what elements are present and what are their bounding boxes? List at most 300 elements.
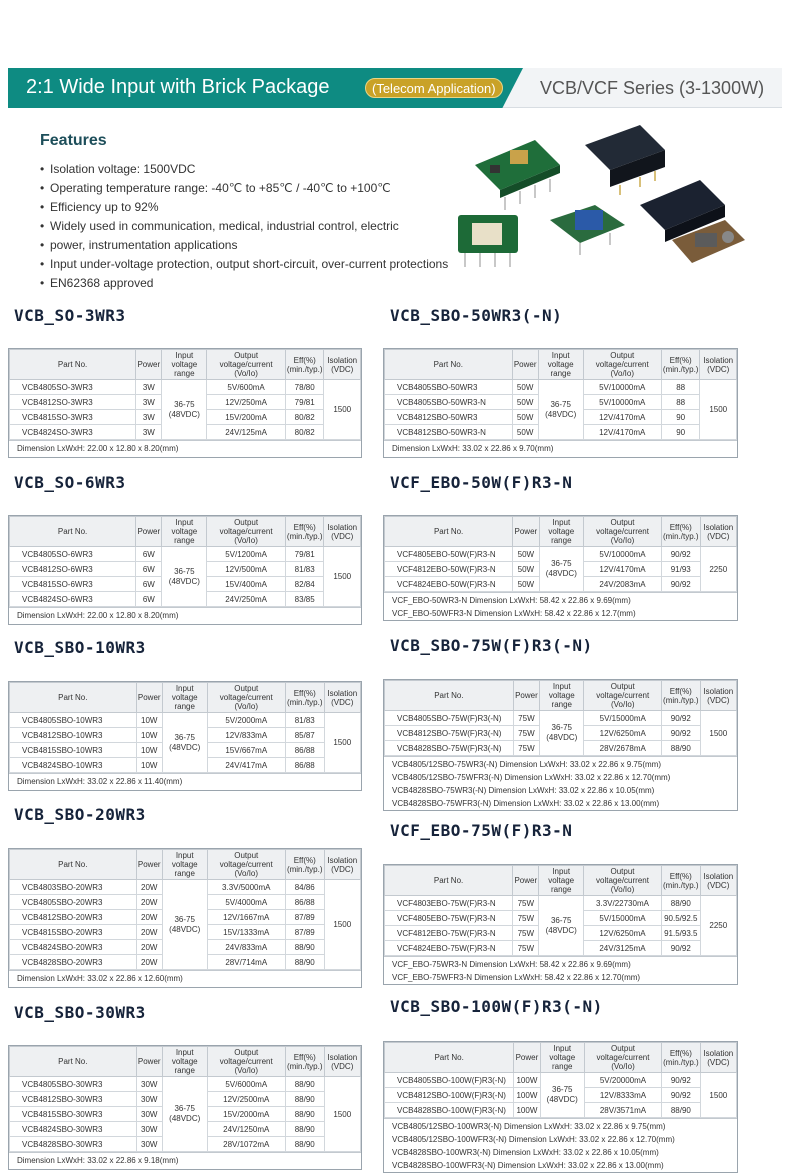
- col-efficiency: Eff(%) (min./typ.): [285, 850, 324, 880]
- isolation-value: 2250: [700, 547, 736, 592]
- spec-table-grid: [9, 849, 361, 970]
- col-output: Output voltage/current (Vo/Io): [583, 866, 661, 896]
- dimension-note: Dimension LxWxH: 33.02 x 22.86 x 9.18(mm): [9, 1152, 361, 1169]
- section-vcb-sbo-20wr3: [14, 805, 146, 824]
- module-photo-green-2: [458, 215, 518, 267]
- col-input-voltage: Input voltage range: [162, 683, 207, 713]
- col-efficiency: Eff(%) (min./typ.): [285, 517, 324, 547]
- section-vcb-sbo-30wr3: [14, 1003, 146, 1022]
- table-row: [10, 1077, 361, 1092]
- output-value: 28V/3571mA: [584, 1103, 661, 1118]
- efficiency-value: 90.5/92.5: [662, 911, 701, 926]
- power-value: 30W: [136, 1137, 162, 1152]
- power-value: 100W: [514, 1088, 540, 1103]
- power-value: 20W: [136, 955, 162, 970]
- input-voltage-value: 36-75 (48VDC): [162, 380, 207, 440]
- efficiency-value: 90/92: [662, 1073, 701, 1088]
- power-value: 20W: [136, 925, 162, 940]
- part-number: VCF4812EBO-50W(F)R3-N: [385, 562, 513, 577]
- col-efficiency: Eff(%) (min./typ.): [285, 683, 324, 713]
- col-power: Power: [136, 517, 162, 547]
- power-value: 75W: [513, 896, 539, 911]
- part-number: VCB4805SBO-20WR3: [10, 895, 137, 910]
- power-value: 50W: [513, 547, 539, 562]
- module-photo-green-1: [475, 140, 560, 210]
- spec-table: [383, 348, 738, 458]
- dimension-note: VCF_EBO-50WR3-N Dimension LxWxH: 58.42 x 22.86 x 9.69(mm): [384, 592, 737, 607]
- output-value: 5V/600mA: [207, 380, 286, 395]
- spec-table: [8, 681, 362, 791]
- table-row: [385, 1073, 737, 1088]
- output-value: 12V/4170mA: [583, 425, 661, 440]
- header-banner: [8, 68, 782, 108]
- output-value: 12V/500mA: [207, 562, 286, 577]
- spec-table: [383, 1041, 738, 1173]
- isolation-value: 1500: [700, 711, 736, 756]
- section-title: VCF_EBO-75W(F)R3-N: [390, 821, 573, 840]
- table-row: [10, 713, 361, 728]
- spec-table: [8, 848, 362, 988]
- output-value: 15V/400mA: [207, 577, 286, 592]
- part-number: VCB4824SO-6WR3: [10, 592, 136, 607]
- section-title: VCB_SBO-50WR3(-N): [390, 306, 563, 325]
- table-header-row: [10, 350, 361, 380]
- col-isolation: Isolation (VDC): [324, 350, 361, 380]
- power-value: 50W: [512, 395, 538, 410]
- output-value: 15V/2000mA: [207, 1107, 285, 1122]
- section-title: VCB_SBO-30WR3: [14, 1003, 146, 1022]
- power-value: 20W: [136, 910, 162, 925]
- feature-item-continued: • power, instrumentation applications: [40, 236, 460, 255]
- part-number: VCB4828SBO-75W(F)R3(-N): [385, 741, 514, 756]
- power-value: 75W: [513, 711, 539, 726]
- dimension-note: VCB4805/12SBO-100WFR3(-N) Dimension LxWxH: 33.02 x 22.86 x 12.70(mm): [392, 1135, 675, 1144]
- table-row: [10, 880, 361, 895]
- isolation-value: 2250: [700, 896, 736, 956]
- output-value: 5V/15000mA: [583, 911, 661, 926]
- part-number: VCB4805SBO-30WR3: [10, 1077, 137, 1092]
- part-number: VCB4812SBO-30WR3: [10, 1092, 137, 1107]
- col-isolation: Isolation (VDC): [324, 517, 361, 547]
- input-voltage-value: 36-75 (48VDC): [538, 380, 583, 440]
- banner-tag: (Telecom Application): [365, 78, 503, 98]
- section-vcf-ebo-50wfr3: [390, 473, 572, 492]
- output-value: 12V/6250mA: [584, 726, 662, 741]
- isolation-value: 1500: [324, 880, 361, 970]
- power-value: 50W: [513, 562, 539, 577]
- efficiency-value: 88: [661, 395, 700, 410]
- power-value: 3W: [136, 425, 162, 440]
- part-number: VCB4812SBO-50WR3: [385, 410, 513, 425]
- spec-table-grid: [384, 516, 737, 592]
- power-value: 20W: [136, 940, 162, 955]
- dimension-note: VCB4828SBO-100WR3(-N) Dimension LxWxH: 33.02 x 22.86 x 10.05(mm): [392, 1148, 659, 1157]
- part-number: VCB4824SBO-20WR3: [10, 940, 137, 955]
- output-value: 24V/125mA: [207, 425, 286, 440]
- col-part-no: Part No.: [10, 850, 137, 880]
- output-value: 3.3V/22730mA: [583, 896, 661, 911]
- output-value: 24V/2083mA: [584, 577, 662, 592]
- col-output: Output voltage/current (Vo/Io): [207, 850, 285, 880]
- input-voltage-value: 36-75 (48VDC): [162, 880, 207, 970]
- table-row: [10, 380, 361, 395]
- col-input-voltage: Input voltage range: [162, 1047, 207, 1077]
- isolation-value: 1500: [324, 380, 361, 440]
- part-number: VCB4812SBO-75W(F)R3(-N): [385, 726, 514, 741]
- output-value: 24V/833mA: [207, 940, 285, 955]
- output-value: 12V/2500mA: [207, 1092, 285, 1107]
- col-isolation: Isolation (VDC): [700, 681, 736, 711]
- section-vcb-sbo-100wfr3: [390, 997, 603, 1016]
- efficiency-value: 90/92: [661, 547, 700, 562]
- power-value: 50W: [512, 380, 538, 395]
- feature-item: • Operating temperature range: -40℃ to +85℃ / -40℃ to +100℃: [40, 179, 460, 198]
- section-title: VCB_SO-3WR3: [14, 306, 126, 325]
- part-number: VCF4812EBO-75W(F)R3-N: [385, 926, 513, 941]
- power-value: 10W: [136, 758, 162, 773]
- col-power: Power: [136, 1047, 162, 1077]
- col-efficiency: Eff(%) (min./typ.): [661, 517, 700, 547]
- part-number: VCF4803EBO-75W(F)R3-N: [385, 896, 513, 911]
- efficiency-value: 83/85: [285, 592, 324, 607]
- output-value: 28V/714mA: [207, 955, 285, 970]
- part-number: VCB4828SBO-100W(F)R3(-N): [385, 1103, 514, 1118]
- dimension-note: VCB4828SBO-75WFR3(-N) Dimension LxWxH: 33.02 x 22.86 x 13.00(mm): [392, 799, 660, 808]
- spec-table-grid: [384, 349, 737, 440]
- part-number: VCB4803SBO-20WR3: [10, 880, 137, 895]
- spec-table-grid: [384, 865, 737, 956]
- part-number: VCB4805SO-6WR3: [10, 547, 136, 562]
- section-vcb-sbo-75wfr3: [390, 636, 593, 655]
- part-number: VCB4824SBO-30WR3: [10, 1122, 137, 1137]
- output-value: 24V/250mA: [207, 592, 286, 607]
- feature-item: • Input under-voltage protection, output short-circuit, over-current protections: [40, 255, 460, 274]
- spec-table-grid: [384, 680, 737, 756]
- features-block: [40, 132, 460, 293]
- feature-item: • Efficiency up to 92%: [40, 198, 460, 217]
- output-value: 12V/4170mA: [583, 410, 661, 425]
- input-voltage-value: 36-75 (48VDC): [539, 896, 584, 956]
- efficiency-value: 88/90: [662, 1103, 701, 1118]
- part-number: VCB4828SBO-30WR3: [10, 1137, 137, 1152]
- table-header-row: [385, 517, 737, 547]
- power-value: 30W: [136, 1107, 162, 1122]
- power-value: 6W: [136, 577, 162, 592]
- dimension-note: VCF_EBO-50WFR3-N Dimension LxWxH: 58.42 x 22.86 x 12.7(mm): [392, 609, 636, 618]
- col-output: Output voltage/current (Vo/Io): [207, 517, 286, 547]
- power-value: 6W: [136, 562, 162, 577]
- table-row: [10, 547, 361, 562]
- power-value: 50W: [513, 577, 539, 592]
- spec-table-grid: [9, 349, 361, 440]
- output-value: 5V/20000mA: [584, 1073, 661, 1088]
- part-number: VCB4805SBO-10WR3: [10, 713, 137, 728]
- power-value: 100W: [514, 1073, 540, 1088]
- efficiency-value: 86/88: [285, 895, 324, 910]
- efficiency-value: 88/90: [662, 741, 701, 756]
- section-vcb-so-3wr3: [14, 306, 125, 325]
- features-list: [40, 160, 460, 293]
- table-row: [385, 896, 737, 911]
- col-part-no: Part No.: [10, 1047, 137, 1077]
- input-voltage-value: 36-75 (48VDC): [540, 711, 584, 756]
- banner-title: 2:1 Wide Input with Brick Package: [26, 76, 330, 98]
- input-voltage-value: 36-75 (48VDC): [540, 1073, 584, 1118]
- part-number: VCF4824EBO-50W(F)R3-N: [385, 577, 513, 592]
- efficiency-value: 87/89: [285, 910, 324, 925]
- col-output: Output voltage/current (Vo/Io): [207, 683, 285, 713]
- spec-table-grid: [9, 516, 361, 607]
- col-efficiency: Eff(%) (min./typ.): [285, 1047, 324, 1077]
- output-value: 12V/833mA: [207, 728, 285, 743]
- section-vcb-so-6wr3: [14, 473, 125, 492]
- series-title: VCB/VCF Series (3-1300W): [540, 78, 765, 98]
- table-header-row: [385, 866, 737, 896]
- power-value: 30W: [136, 1122, 162, 1137]
- output-value: 12V/8333mA: [584, 1088, 661, 1103]
- col-input-voltage: Input voltage range: [162, 350, 207, 380]
- part-number: VCB4824SBO-10WR3: [10, 758, 137, 773]
- product-photos: [450, 125, 750, 285]
- input-voltage-value: 36-75 (48VDC): [539, 547, 584, 592]
- col-output: Output voltage/current (Vo/Io): [207, 350, 286, 380]
- output-value: 28V/2678mA: [584, 741, 662, 756]
- part-number: VCB4805SBO-75W(F)R3(-N): [385, 711, 514, 726]
- col-part-no: Part No.: [10, 517, 136, 547]
- efficiency-value: 90/92: [662, 941, 701, 956]
- efficiency-value: 80/82: [285, 425, 324, 440]
- output-value: 5V/1200mA: [207, 547, 286, 562]
- power-value: 3W: [136, 380, 162, 395]
- output-value: 15V/200mA: [207, 410, 286, 425]
- spec-table-grid: [9, 682, 361, 773]
- col-output: Output voltage/current (Vo/Io): [584, 681, 662, 711]
- part-number: VCB4815SBO-30WR3: [10, 1107, 137, 1122]
- part-number: VCF4805EBO-50W(F)R3-N: [385, 547, 513, 562]
- output-value: 5V/15000mA: [584, 711, 662, 726]
- spec-table: [383, 679, 738, 811]
- table-header-row: [385, 1043, 737, 1073]
- part-number: VCB4815SO-6WR3: [10, 577, 136, 592]
- power-value: 100W: [514, 1103, 540, 1118]
- section-title: VCB_SBO-20WR3: [14, 805, 146, 824]
- table-header-row: [10, 683, 361, 713]
- input-voltage-value: 36-75 (48VDC): [162, 1077, 207, 1152]
- part-number: VCB4815SO-3WR3: [10, 410, 136, 425]
- col-part-no: Part No.: [385, 517, 513, 547]
- col-power: Power: [513, 681, 539, 711]
- power-value: 75W: [513, 941, 539, 956]
- output-value: 24V/417mA: [207, 758, 285, 773]
- output-value: 12V/1667mA: [207, 910, 285, 925]
- efficiency-value: 86/88: [285, 743, 324, 758]
- power-value: 75W: [513, 911, 539, 926]
- part-number: VCB4828SBO-20WR3: [10, 955, 137, 970]
- efficiency-value: 91/93: [661, 562, 700, 577]
- section-title: VCB_SBO-10WR3: [14, 638, 146, 657]
- power-value: 6W: [136, 592, 162, 607]
- table-row: [385, 711, 737, 726]
- output-value: 28V/1072mA: [207, 1137, 285, 1152]
- col-isolation: Isolation (VDC): [324, 1047, 361, 1077]
- efficiency-value: 90/92: [662, 726, 701, 741]
- section-title: VCB_SBO-75W(F)R3(-N): [390, 636, 593, 655]
- isolation-value: 1500: [324, 1077, 361, 1152]
- col-part-no: Part No.: [385, 866, 513, 896]
- col-part-no: Part No.: [385, 350, 513, 380]
- col-isolation: Isolation (VDC): [324, 683, 361, 713]
- col-input-voltage: Input voltage range: [539, 517, 584, 547]
- part-number: VCB4805SBO-50WR3-N: [385, 395, 513, 410]
- col-isolation: Isolation (VDC): [700, 1043, 736, 1073]
- power-value: 10W: [136, 743, 162, 758]
- col-input-voltage: Input voltage range: [540, 681, 584, 711]
- isolation-value: 1500: [324, 713, 361, 773]
- efficiency-value: 80/82: [285, 410, 324, 425]
- col-input-voltage: Input voltage range: [162, 850, 207, 880]
- col-part-no: Part No.: [10, 350, 136, 380]
- col-output: Output voltage/current (Vo/Io): [584, 1043, 661, 1073]
- section-vcf-ebo-75wfr3: [390, 821, 572, 840]
- efficiency-value: 81/83: [285, 562, 324, 577]
- col-efficiency: Eff(%) (min./typ.): [661, 350, 700, 380]
- power-value: 20W: [136, 895, 162, 910]
- col-input-voltage: Input voltage range: [539, 866, 584, 896]
- dimension-note: VCB4805/12SBO-100WR3(-N) Dimension LxWxH: 33.02 x 22.86 x 9.75(mm): [384, 1118, 737, 1133]
- feature-item: • Widely used in communication, medical, industrial control, electric: [40, 217, 460, 236]
- col-power: Power: [136, 683, 162, 713]
- output-value: 15V/667mA: [207, 743, 285, 758]
- efficiency-value: 90/92: [662, 1088, 701, 1103]
- part-number: VCB4812SO-3WR3: [10, 395, 136, 410]
- power-value: 50W: [512, 425, 538, 440]
- efficiency-value: 88/90: [285, 955, 324, 970]
- col-isolation: Isolation (VDC): [700, 866, 736, 896]
- section-vcb-sbo-10wr3: [14, 638, 146, 657]
- spec-table-grid: [384, 1042, 737, 1118]
- output-value: 5V/2000mA: [207, 713, 285, 728]
- part-number: VCB4812SBO-100W(F)R3(-N): [385, 1088, 514, 1103]
- efficiency-value: 88: [661, 380, 700, 395]
- table-header-row: [385, 681, 737, 711]
- power-value: 10W: [136, 728, 162, 743]
- col-efficiency: Eff(%) (min./typ.): [662, 1043, 701, 1073]
- output-value: 24V/1250mA: [207, 1122, 285, 1137]
- spec-table: [383, 515, 738, 621]
- col-power: Power: [512, 350, 538, 380]
- section-title: VCB_SO-6WR3: [14, 473, 126, 492]
- power-value: 20W: [136, 880, 162, 895]
- efficiency-value: 86/88: [285, 758, 324, 773]
- part-number: VCB4812SBO-10WR3: [10, 728, 137, 743]
- efficiency-value: 88/90: [285, 1077, 324, 1092]
- section-vcb-sbo-50wr3: [390, 306, 562, 325]
- features-heading: Features: [40, 132, 107, 149]
- power-value: 6W: [136, 547, 162, 562]
- output-value: 5V/6000mA: [207, 1077, 285, 1092]
- output-value: 12V/6250mA: [583, 926, 661, 941]
- table-row: [385, 547, 737, 562]
- part-number: VCF4824EBO-75W(F)R3-N: [385, 941, 513, 956]
- power-value: 75W: [513, 926, 539, 941]
- part-number: VCF4805EBO-75W(F)R3-N: [385, 911, 513, 926]
- power-value: 30W: [136, 1092, 162, 1107]
- col-efficiency: Eff(%) (min./typ.): [662, 866, 701, 896]
- dimension-note: Dimension LxWxH: 33.02 x 22.86 x 11.40(mm): [9, 773, 361, 790]
- module-photo-black-1: [585, 125, 665, 195]
- power-value: 3W: [136, 395, 162, 410]
- col-power: Power: [136, 350, 162, 380]
- power-value: 75W: [513, 741, 539, 756]
- dimension-note: Dimension LxWxH: 22.00 x 12.80 x 8.20(mm): [9, 440, 361, 457]
- product-photo-image: [450, 125, 750, 285]
- input-voltage-value: 36-75 (48VDC): [162, 713, 207, 773]
- table-header-row: [10, 850, 361, 880]
- efficiency-value: 81/83: [285, 713, 324, 728]
- spec-table: [383, 864, 738, 985]
- efficiency-value: 82/84: [285, 577, 324, 592]
- spec-table-grid: [9, 1046, 361, 1152]
- col-isolation: Isolation (VDC): [324, 850, 361, 880]
- output-value: 15V/1333mA: [207, 925, 285, 940]
- col-part-no: Part No.: [385, 1043, 514, 1073]
- dimension-note: VCB4805/12SBO-75WR3(-N) Dimension LxWxH: 33.02 x 22.86 x 9.75(mm): [384, 756, 737, 771]
- efficiency-value: 78/80: [285, 380, 324, 395]
- output-value: 5V/10000mA: [584, 547, 662, 562]
- isolation-value: 1500: [700, 380, 737, 440]
- col-efficiency: Eff(%) (min./typ.): [285, 350, 324, 380]
- efficiency-value: 90: [661, 425, 700, 440]
- table-header-row: [385, 350, 737, 380]
- dimension-note: VCB4828SBO-100WFR3(-N) Dimension LxWxH: 33.02 x 22.86 x 13.00(mm): [392, 1161, 664, 1170]
- efficiency-value: 88/90: [662, 896, 701, 911]
- part-number: VCB4815SBO-10WR3: [10, 743, 137, 758]
- efficiency-value: 90/92: [661, 577, 700, 592]
- section-title: VCB_SBO-100W(F)R3(-N): [390, 997, 603, 1016]
- part-number: VCB4805SO-3WR3: [10, 380, 136, 395]
- module-photo-green-3: [550, 205, 625, 255]
- power-value: 50W: [512, 410, 538, 425]
- output-value: 5V/4000mA: [207, 895, 285, 910]
- spec-table: [8, 348, 362, 458]
- dimension-note: Dimension LxWxH: 33.02 x 22.86 x 9.70(mm): [384, 440, 737, 457]
- efficiency-value: 79/81: [285, 395, 324, 410]
- table-header-row: [10, 1047, 361, 1077]
- isolation-value: 1500: [324, 547, 361, 607]
- part-number: VCB4805SBO-50WR3: [385, 380, 513, 395]
- part-number: VCB4812SO-6WR3: [10, 562, 136, 577]
- part-number: VCB4805SBO-100W(F)R3(-N): [385, 1073, 514, 1088]
- dimension-note: Dimension LxWxH: 33.02 x 22.86 x 12.60(mm): [9, 970, 361, 987]
- efficiency-value: 88/90: [285, 940, 324, 955]
- power-value: 10W: [136, 713, 162, 728]
- efficiency-value: 88/90: [285, 1107, 324, 1122]
- col-input-voltage: Input voltage range: [540, 1043, 584, 1073]
- table-row: [385, 380, 737, 395]
- part-number: VCB4815SBO-20WR3: [10, 925, 137, 940]
- power-value: 30W: [136, 1077, 162, 1092]
- output-value: 12V/250mA: [207, 395, 286, 410]
- feature-item: • EN62368 approved: [40, 274, 460, 293]
- output-value: 24V/3125mA: [583, 941, 661, 956]
- output-value: 12V/4170mA: [584, 562, 662, 577]
- feature-item: • Isolation voltage: 1500VDC: [40, 160, 460, 179]
- col-power: Power: [514, 1043, 540, 1073]
- dimension-note: Dimension LxWxH: 22.00 x 12.80 x 8.20(mm): [9, 607, 361, 624]
- isolation-value: 1500: [700, 1073, 736, 1118]
- dimension-note: VCF_EBO-75WFR3-N Dimension LxWxH: 58.42 x 22.86 x 12.70(mm): [392, 973, 641, 982]
- output-value: 5V/10000mA: [583, 395, 661, 410]
